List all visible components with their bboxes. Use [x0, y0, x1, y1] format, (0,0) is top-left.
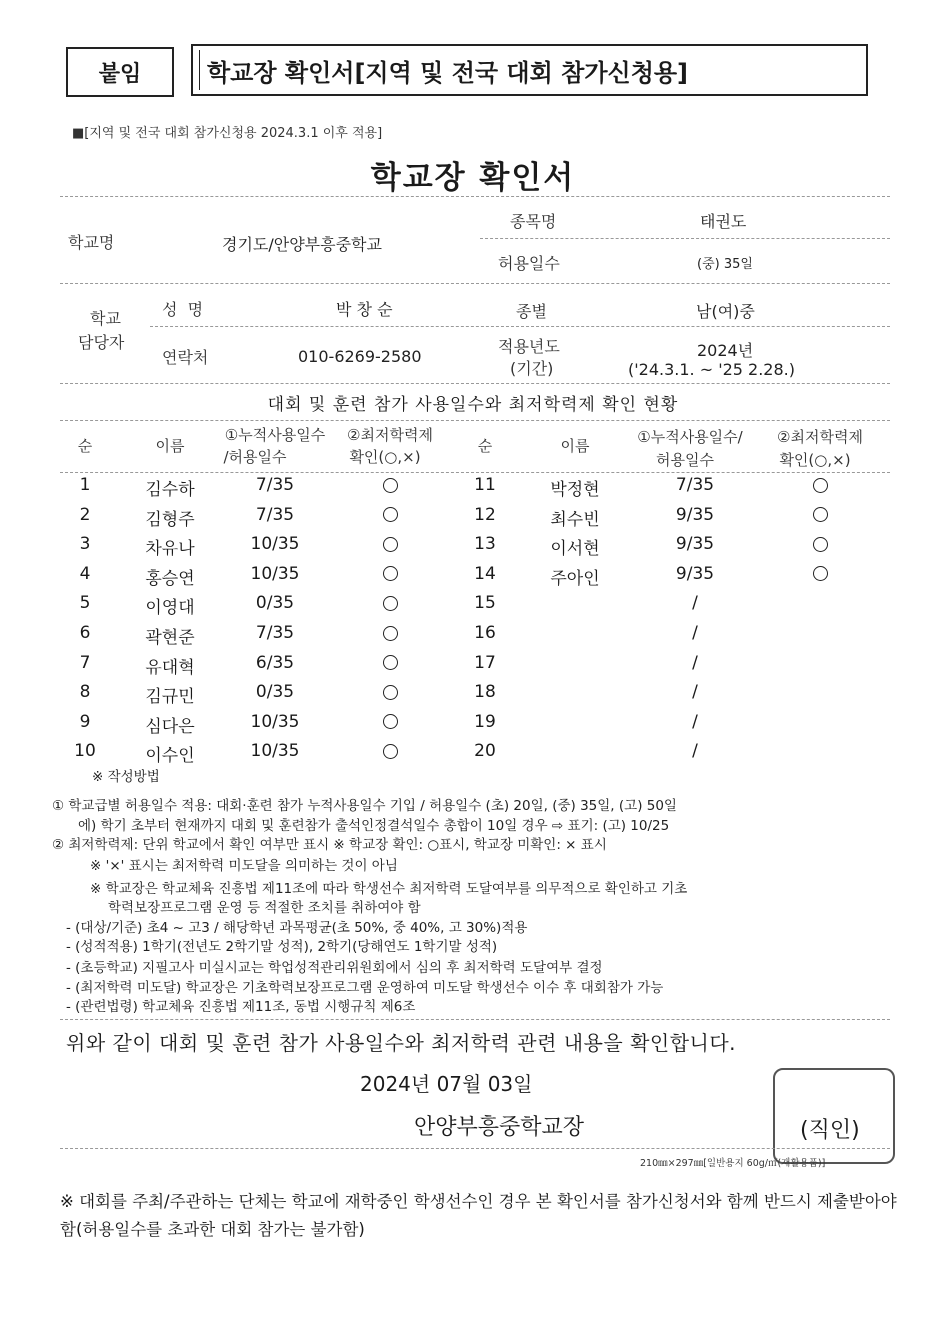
days-used-2: / — [692, 623, 698, 643]
row-number: 2 — [79, 504, 91, 525]
seal-label: (직인) — [800, 1113, 860, 1144]
col-no-header: 순 — [77, 437, 93, 455]
check-mark — [340, 741, 440, 761]
gender-label: 종별 — [516, 302, 547, 321]
days-used: 10/35 — [250, 563, 300, 584]
instruction-5: ※ 학교장은 학교체육 진흥법 제11조에 따라 학생선수 최저학력 도달여부를 의무적으로 확인하고 기초 — [90, 881, 688, 897]
check-mark — [340, 475, 440, 495]
student-name: 이수인 — [145, 746, 195, 767]
circle-icon — [383, 626, 398, 641]
circle-icon — [813, 478, 828, 493]
row-number: 4 — [79, 563, 91, 584]
document-title: 학교장 확인서 — [370, 160, 576, 196]
circle-icon — [383, 537, 398, 552]
row-number: 8 — [79, 682, 91, 703]
check-mark-2 — [765, 534, 875, 554]
student-name-2: 박정현 — [550, 480, 600, 500]
row-number-2: 17 — [474, 652, 496, 673]
days-used: 0/35 — [255, 593, 295, 614]
row-number-2: 14 — [474, 563, 496, 584]
row-number-2: 15 — [474, 593, 496, 614]
instruction-1: ① 학교급별 허용일수 적용: 대회·훈련 참가 누적사용일수 기입 / 허용일수 (초) 20일, (중) 35일, (고) 50일 — [52, 798, 677, 814]
gender-value: 남(여)중 — [696, 302, 755, 321]
row-number: 5 — [79, 593, 91, 614]
circle-icon — [383, 714, 398, 729]
instruction-9: - (초등학교) 지필고사 미실시교는 학업성적관리위원회에서 심의 후 최저학력 도달여부 결정 — [66, 960, 603, 976]
section-title: 대회 및 훈련 참가 사용일수와 최저학력제 확인 현황 — [267, 395, 679, 415]
row-number: 7 — [79, 652, 91, 673]
row-number: 9 — [79, 711, 91, 732]
table-row — [60, 679, 890, 708]
days-used-2: 9/35 — [675, 504, 715, 525]
days-used-2: / — [692, 593, 698, 614]
student-name: 이영대 — [145, 598, 195, 619]
col-name2-header: 이름 — [560, 437, 590, 455]
col-days-header: ①누적사용일수 — [224, 426, 326, 444]
circle-icon — [383, 655, 398, 670]
row-number-2: 16 — [474, 623, 496, 643]
instruction-8: - (성적적용) 1학기(전년도 2학기말 성적), 2학기(당해연도 1학기말 성적) — [66, 939, 498, 955]
row-number-2: 11 — [474, 475, 496, 495]
days-used-2: / — [692, 741, 698, 762]
period-value: ('24.3.1. ~ '25 2.28.) — [628, 360, 795, 379]
school-label: 학교명 — [68, 233, 115, 252]
student-name: 김형주 — [145, 509, 195, 530]
col-no2-header: 순 — [477, 437, 493, 455]
row-number: 3 — [79, 534, 91, 555]
student-name-2: 주아인 — [550, 568, 600, 589]
row-number: 6 — [79, 623, 91, 643]
table-row — [60, 738, 890, 767]
row-number-2: 19 — [474, 711, 496, 732]
check-mark — [340, 564, 440, 584]
table-row — [60, 620, 890, 649]
days-used-2: 9/35 — [675, 534, 715, 555]
days-used: 10/35 — [250, 711, 300, 732]
contact-label: 연락처 — [162, 348, 209, 367]
days-used: 7/35 — [255, 504, 295, 525]
col-days2-header-2: 허용일수 — [656, 451, 714, 469]
footer-note: ※ 대회를 주최/주관하는 단체는 학교에 재학중인 학생선수인 경우 본 확인서를 참가신청서와 함께 반드시 제출받아야 함(허용일수를 초과한 대회 참가는 불가함) — [60, 1192, 897, 1239]
check-mark-2 — [765, 564, 875, 584]
table-row — [60, 590, 890, 619]
student-name-2: 이서현 — [550, 539, 600, 560]
col-name-header: 이름 — [155, 437, 185, 455]
circle-icon — [813, 537, 828, 552]
instruction-4: ※ '×' 표시는 최저학력 미도달을 의미하는 것이 아님 — [90, 858, 398, 874]
instruction-10: - (최저학력 미도달) 학교장은 기초학력보장프로그램 운영하여 미도달 학생선수 이수 후 대회참가 가능 — [66, 980, 664, 996]
applicability-note: ■[지역 및 전국 대회 참가신청용 2024.3.1 이후 적용] — [72, 126, 383, 141]
table-row — [60, 502, 890, 531]
check-mark-2 — [765, 505, 875, 525]
instruction-3: ② 최저학력제: 단위 학교에서 확인 여부만 표시 ※ 학교장 확인: ○표시, 학교장 미확인: × 표시 — [52, 837, 607, 853]
period-label: (기간) — [510, 359, 554, 378]
col-days2-header: ①누적사용일수/ — [637, 428, 743, 446]
name-label: 성 명 — [162, 300, 204, 319]
student-name-2: 최수빈 — [550, 509, 600, 530]
days-used-2: / — [692, 711, 698, 732]
table-row — [60, 650, 890, 679]
check-mark — [340, 593, 440, 613]
allowed-days-label: 허용일수 — [498, 254, 560, 273]
divider — [60, 196, 890, 197]
days-used: 7/35 — [255, 623, 295, 643]
circle-icon — [813, 507, 828, 522]
circle-icon — [383, 685, 398, 700]
check-mark — [340, 712, 440, 732]
days-used: 6/35 — [255, 652, 295, 673]
banner-title: 학교장 확인서[지역 및 전국 대회 참가신청용] — [207, 58, 689, 87]
col-ok2-header: ②최저학력제 — [777, 428, 863, 446]
divider — [60, 420, 890, 421]
days-used-2: / — [692, 652, 698, 673]
instruction-6: 학력보장프로그램 운영 등 적절한 조치를 취하여야 함 — [108, 900, 421, 916]
row-number-2: 18 — [474, 682, 496, 703]
divider — [60, 1019, 890, 1020]
divider — [60, 283, 890, 284]
check-mark-2 — [765, 475, 875, 495]
student-name: 곽현준 — [145, 628, 195, 648]
student-name: 김규민 — [145, 687, 195, 708]
banner-divider — [199, 50, 200, 90]
row-number-2: 12 — [474, 504, 496, 525]
row-number: 10 — [74, 741, 96, 762]
year-label: 적용년도 — [498, 337, 560, 356]
circle-icon — [383, 478, 398, 493]
circle-icon — [383, 596, 398, 611]
table-row — [60, 531, 890, 560]
contact-value: 010-6269-2580 — [298, 347, 422, 366]
check-mark — [340, 653, 440, 673]
event-label: 종목명 — [510, 212, 557, 231]
check-mark — [340, 534, 440, 554]
student-name: 차유나 — [145, 539, 195, 560]
divider — [480, 238, 890, 239]
col-ok-header: ②최저학력제 — [347, 426, 433, 444]
days-used-2: 9/35 — [675, 563, 715, 584]
confirmation-statement: 위와 같이 대회 및 훈련 참가 사용일수와 최저학력 관련 내용을 확인합니다. — [66, 1031, 737, 1055]
circle-icon — [813, 566, 828, 581]
days-used: 7/35 — [255, 475, 295, 495]
instruction-2: 에) 학기 초부터 현재까지 대회 및 훈련참가 출석인정결석일수 총합이 10일 경우 ⇨ 표기: (고) 10/25 — [78, 818, 670, 834]
divider — [60, 1148, 890, 1149]
instruction-7: - (대상/기준) 초4 ~ 고3 / 해당학년 과목평균(초 50%, 중 40%, 고 30%)적용 — [66, 920, 528, 936]
school-value: 경기도/안양부흥중학교 — [222, 235, 382, 254]
row-number-2: 13 — [474, 534, 496, 555]
manager-name: 박 창 순 — [336, 300, 393, 319]
table-row — [60, 561, 890, 590]
event-value: 태권도 — [700, 212, 747, 231]
days-used-2: 7/35 — [675, 475, 715, 495]
circle-icon — [383, 566, 398, 581]
circle-icon — [383, 507, 398, 522]
student-name: 유대혁 — [145, 657, 195, 678]
table-row — [60, 472, 890, 501]
manager-label: 학교 — [90, 309, 121, 328]
divider — [150, 326, 890, 327]
row-number: 1 — [79, 475, 91, 495]
student-name: 심다은 — [145, 716, 195, 737]
col-ok-header-2: 확인(○,×) — [349, 448, 421, 466]
principal-signature: 안양부흥중학교장 — [414, 1115, 585, 1140]
paper-spec: 210㎜×297㎜[일반용지 60g/㎡(재활용품)] — [640, 1158, 826, 1169]
col-ok2-header-2: 확인(○,×) — [779, 451, 851, 469]
col-days-header-2: /허용일수 — [223, 448, 287, 466]
allowed-days-value: (중) 35일 — [697, 257, 753, 272]
check-mark — [340, 682, 440, 702]
circle-icon — [383, 744, 398, 759]
days-used: 10/35 — [250, 741, 300, 762]
days-used: 0/35 — [255, 682, 295, 703]
year-value: 2024년 — [697, 341, 754, 360]
student-name: 김수하 — [145, 480, 195, 500]
issue-date: 2024년 07월 03일 — [360, 1072, 533, 1096]
check-mark — [340, 505, 440, 525]
instructions-heading: ※ 작성방법 — [92, 769, 160, 785]
banner-title-box — [191, 44, 868, 96]
check-mark — [340, 623, 440, 643]
row-number-2: 20 — [474, 741, 496, 762]
days-used: 10/35 — [250, 534, 300, 555]
attachment-tag: 붙임 — [66, 47, 174, 97]
days-used-2: / — [692, 682, 698, 703]
student-name: 홍승연 — [145, 568, 195, 589]
table-row — [60, 709, 890, 738]
divider — [60, 383, 890, 384]
manager-label-2: 담당자 — [78, 333, 125, 352]
instruction-11: - (관련법령) 학교체육 진흥법 제11조, 동법 시행규칙 제6조 — [66, 999, 416, 1015]
